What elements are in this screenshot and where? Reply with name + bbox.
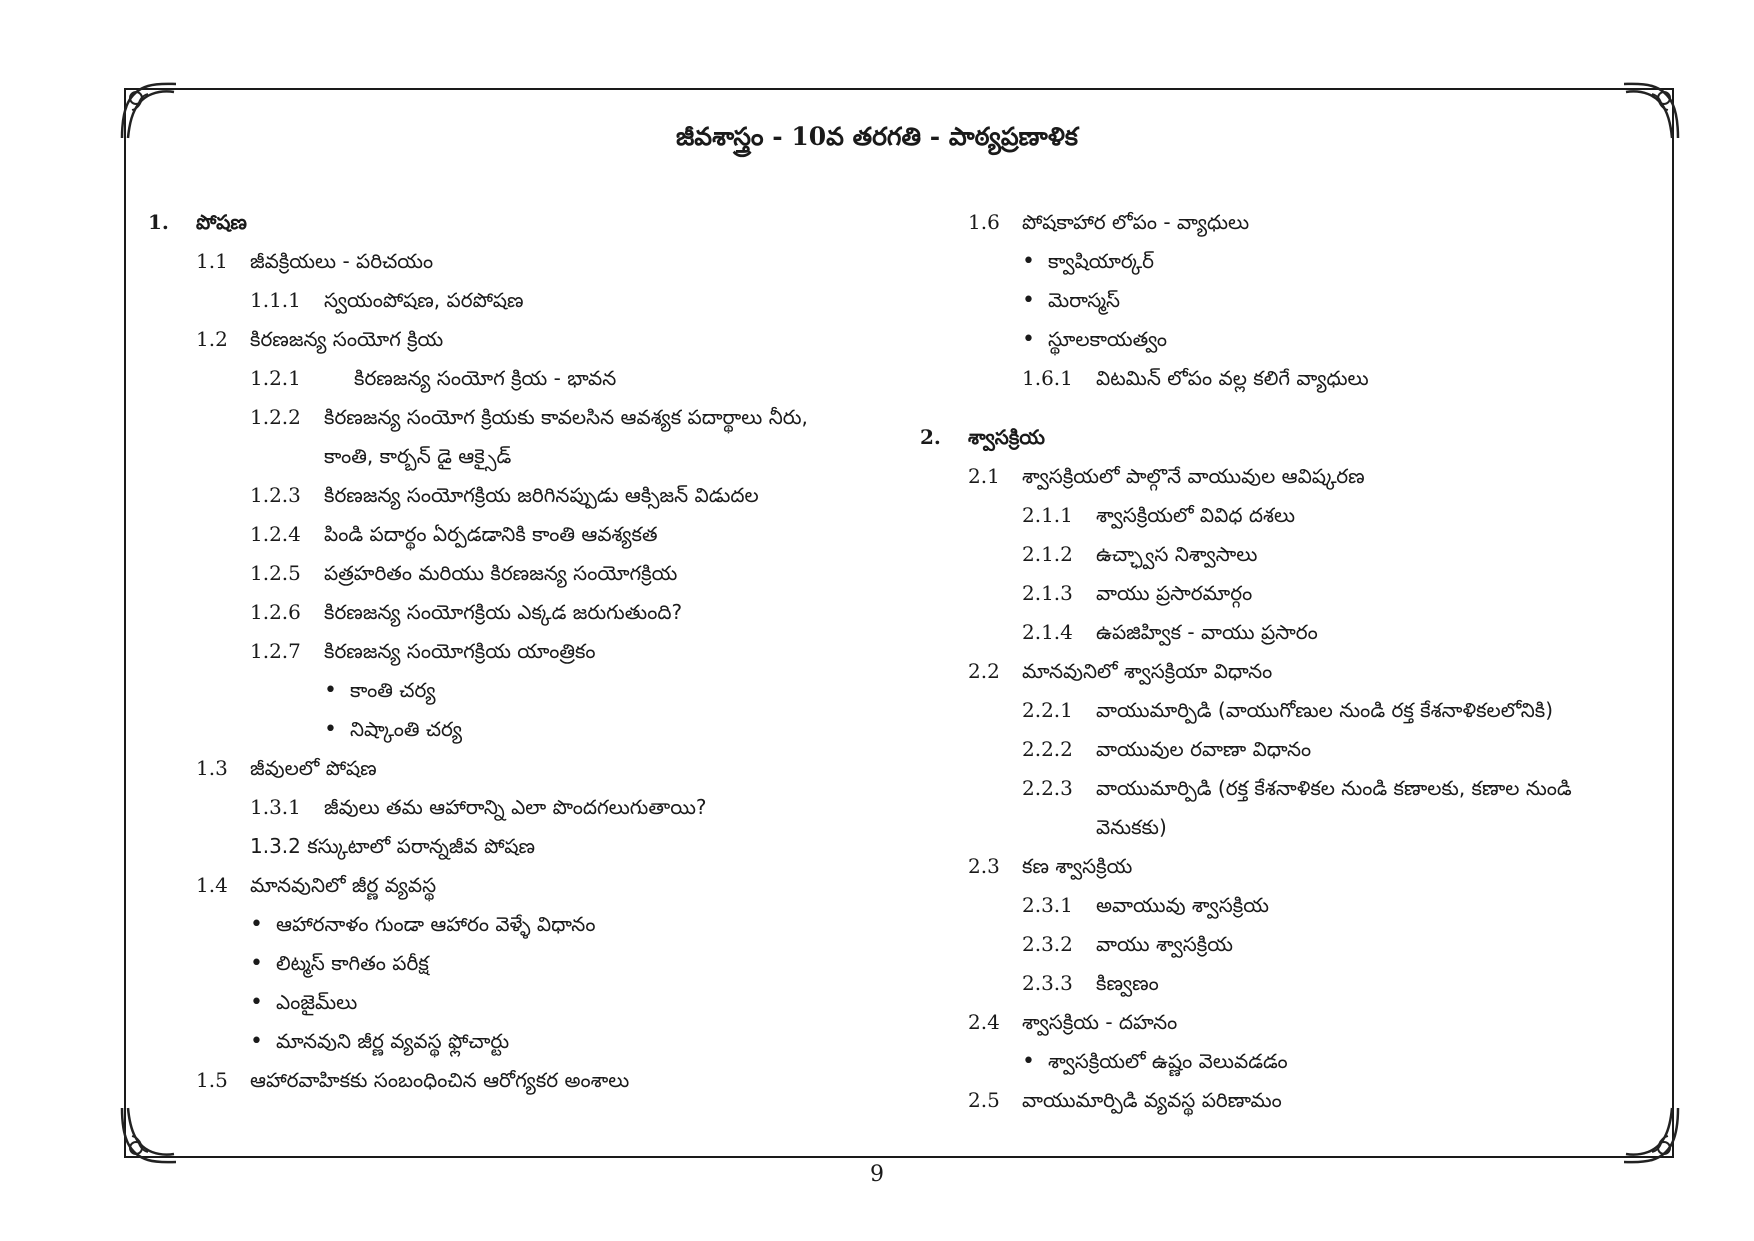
bullet-item: • శ్వాసక్రియలో ఉష్ణం వెలువడడం — [1022, 1047, 1288, 1076]
list-item: 1.2.7 కిరణజన్య సంయోగక్రియ యాంత్రికం — [250, 639, 596, 663]
bullet-item: • మానవుని జీర్ణ వ్యవస్థ ఫ్లోచార్టు — [250, 1027, 509, 1056]
list-item: 1.3.1 జీవులు తమ ఆహారాన్ని ఎలా పొందగలుగుతాయి? — [250, 795, 707, 819]
list-item: 1.5 ఆహారవాహికకు సంబంధించిన ఆరోగ్యకర అంశాలు — [196, 1068, 630, 1092]
list-item: 2.4 శ్వాసక్రియ - దహనం — [968, 1010, 1178, 1034]
list-item: 2.1 శ్వాసక్రియలో పాల్గొనే వాయువుల ఆవిష్కరణ — [968, 464, 1365, 488]
list-item: 2.2.3 వాయుమార్పిడి (రక్త కేశనాళికల నుండి కణాలకు, కణాల నుండి — [1022, 776, 1572, 800]
list-item: 1.2.6 కిరణజన్య సంయోగక్రియ ఎక్కడ జరుగుతుంది? — [250, 600, 683, 624]
bullet-item: • క్వాషియార్కర్ — [1022, 247, 1154, 276]
bullet-item: • కాంతి చర్య — [324, 676, 435, 705]
list-item: 2.1.3 వాయు ప్రసారమార్గం — [1022, 581, 1253, 605]
corner-ornament-icon — [1620, 1104, 1682, 1166]
list-item: 2.3.2 వాయు శ్వాసక్రియ — [1022, 932, 1233, 956]
list-item: 1.2.1 కిరణజన్య సంయోగ క్రియ - భావన — [250, 366, 617, 390]
section-heading: 1. పోషణ — [148, 210, 247, 234]
list-item-continuation: వెనుకకు) — [1096, 815, 1167, 839]
list-item: 1.2 కిరణజన్య సంయోగ క్రియ — [196, 327, 444, 351]
list-item: 1.1.1 స్వయంపోషణ, పరపోషణ — [250, 288, 524, 312]
bullet-item: • ఆహారనాళం గుండా ఆహారం వెళ్ళే విధానం — [250, 910, 596, 939]
list-item: 1.3 జీవులలో పోషణ — [196, 756, 377, 780]
list-item: 2.2.2 వాయువుల రవాణా విధానం — [1022, 737, 1312, 761]
list-item: 1.2.5 పత్రహరితం మరియు కిరణజన్య సంయోగక్రియ — [250, 561, 678, 585]
list-item: 1.4 మానవునిలో జీర్ణ వ్యవస్థ — [196, 873, 437, 897]
page-title: జీవశాస్త్రం - 10వ తరగతి - పాఠ్యప్రణాళిక — [676, 122, 1078, 151]
list-item: 1.6 పోషకాహార లోపం - వ్యాధులు — [968, 210, 1250, 234]
list-item: 1.2.2 కిరణజన్య సంయోగ క్రియకు కావలసిన ఆవశ్యక పదార్థాలు నీరు, — [250, 405, 808, 429]
section-heading: 2. శ్వాసక్రియ — [920, 425, 1045, 449]
bullet-item: • స్థూలకాయత్వం — [1022, 325, 1167, 354]
list-item: 2.1.4 ఉపజిహ్విక - వాయు ప్రసారం — [1022, 620, 1318, 644]
bullet-item: • ఎంజైమ్‌లు — [250, 988, 357, 1017]
list-item-continuation: కాంతి, కార్బన్ డై ఆక్సైడ్ — [324, 444, 512, 468]
list-item: 2.2 మానవునిలో శ్వాసక్రియా విధానం — [968, 659, 1273, 683]
list-item: 1.2.4 పిండి పదార్థం ఏర్పడడానికి కాంతి ఆవశ్యకత — [250, 522, 658, 546]
list-item: 2.1.1 శ్వాసక్రియలో వివిధ దశలు — [1022, 503, 1296, 527]
list-item: 2.2.1 వాయుమార్పిడి (వాయుగోణుల నుండి రక్త కేశనాళికలలోనికి) — [1022, 698, 1554, 722]
list-item: 2.5 వాయుమార్పిడి వ్యవస్థ పరిణామం — [968, 1088, 1282, 1112]
list-item: 2.3 కణ శ్వాసక్రియ — [968, 854, 1133, 878]
list-item: 2.1.2 ఉచ్ఛ్వాస నిశ్వాసాలు — [1022, 542, 1258, 566]
list-item: 1.2.3 కిరణజన్య సంయోగక్రియ జరిగినప్పుడు ఆక్సిజన్ విడుదల — [250, 483, 759, 507]
corner-ornament-icon — [118, 1104, 180, 1166]
list-item: 2.3.1 అవాయువు శ్వాసక్రియ — [1022, 893, 1269, 917]
page-number: 9 — [870, 1162, 884, 1187]
list-item: 1.1 జీవక్రియలు - పరిచయం — [196, 249, 434, 273]
bullet-item: • నిష్కాంతి చర్య — [324, 715, 462, 744]
bullet-item: • మెరాస్మస్ — [1022, 286, 1120, 315]
list-item: 1.3.2 కస్కుటాలో పరాన్నజీవ పోషణ — [250, 834, 536, 858]
list-item: 1.6.1 విటమిన్ లోపం వల్ల కలిగే వ్యాధులు — [1022, 366, 1369, 390]
bullet-item: • లిట్మస్ కాగితం పరీక్ష — [250, 949, 429, 978]
list-item: 2.3.3 కిణ్వణం — [1022, 971, 1159, 995]
